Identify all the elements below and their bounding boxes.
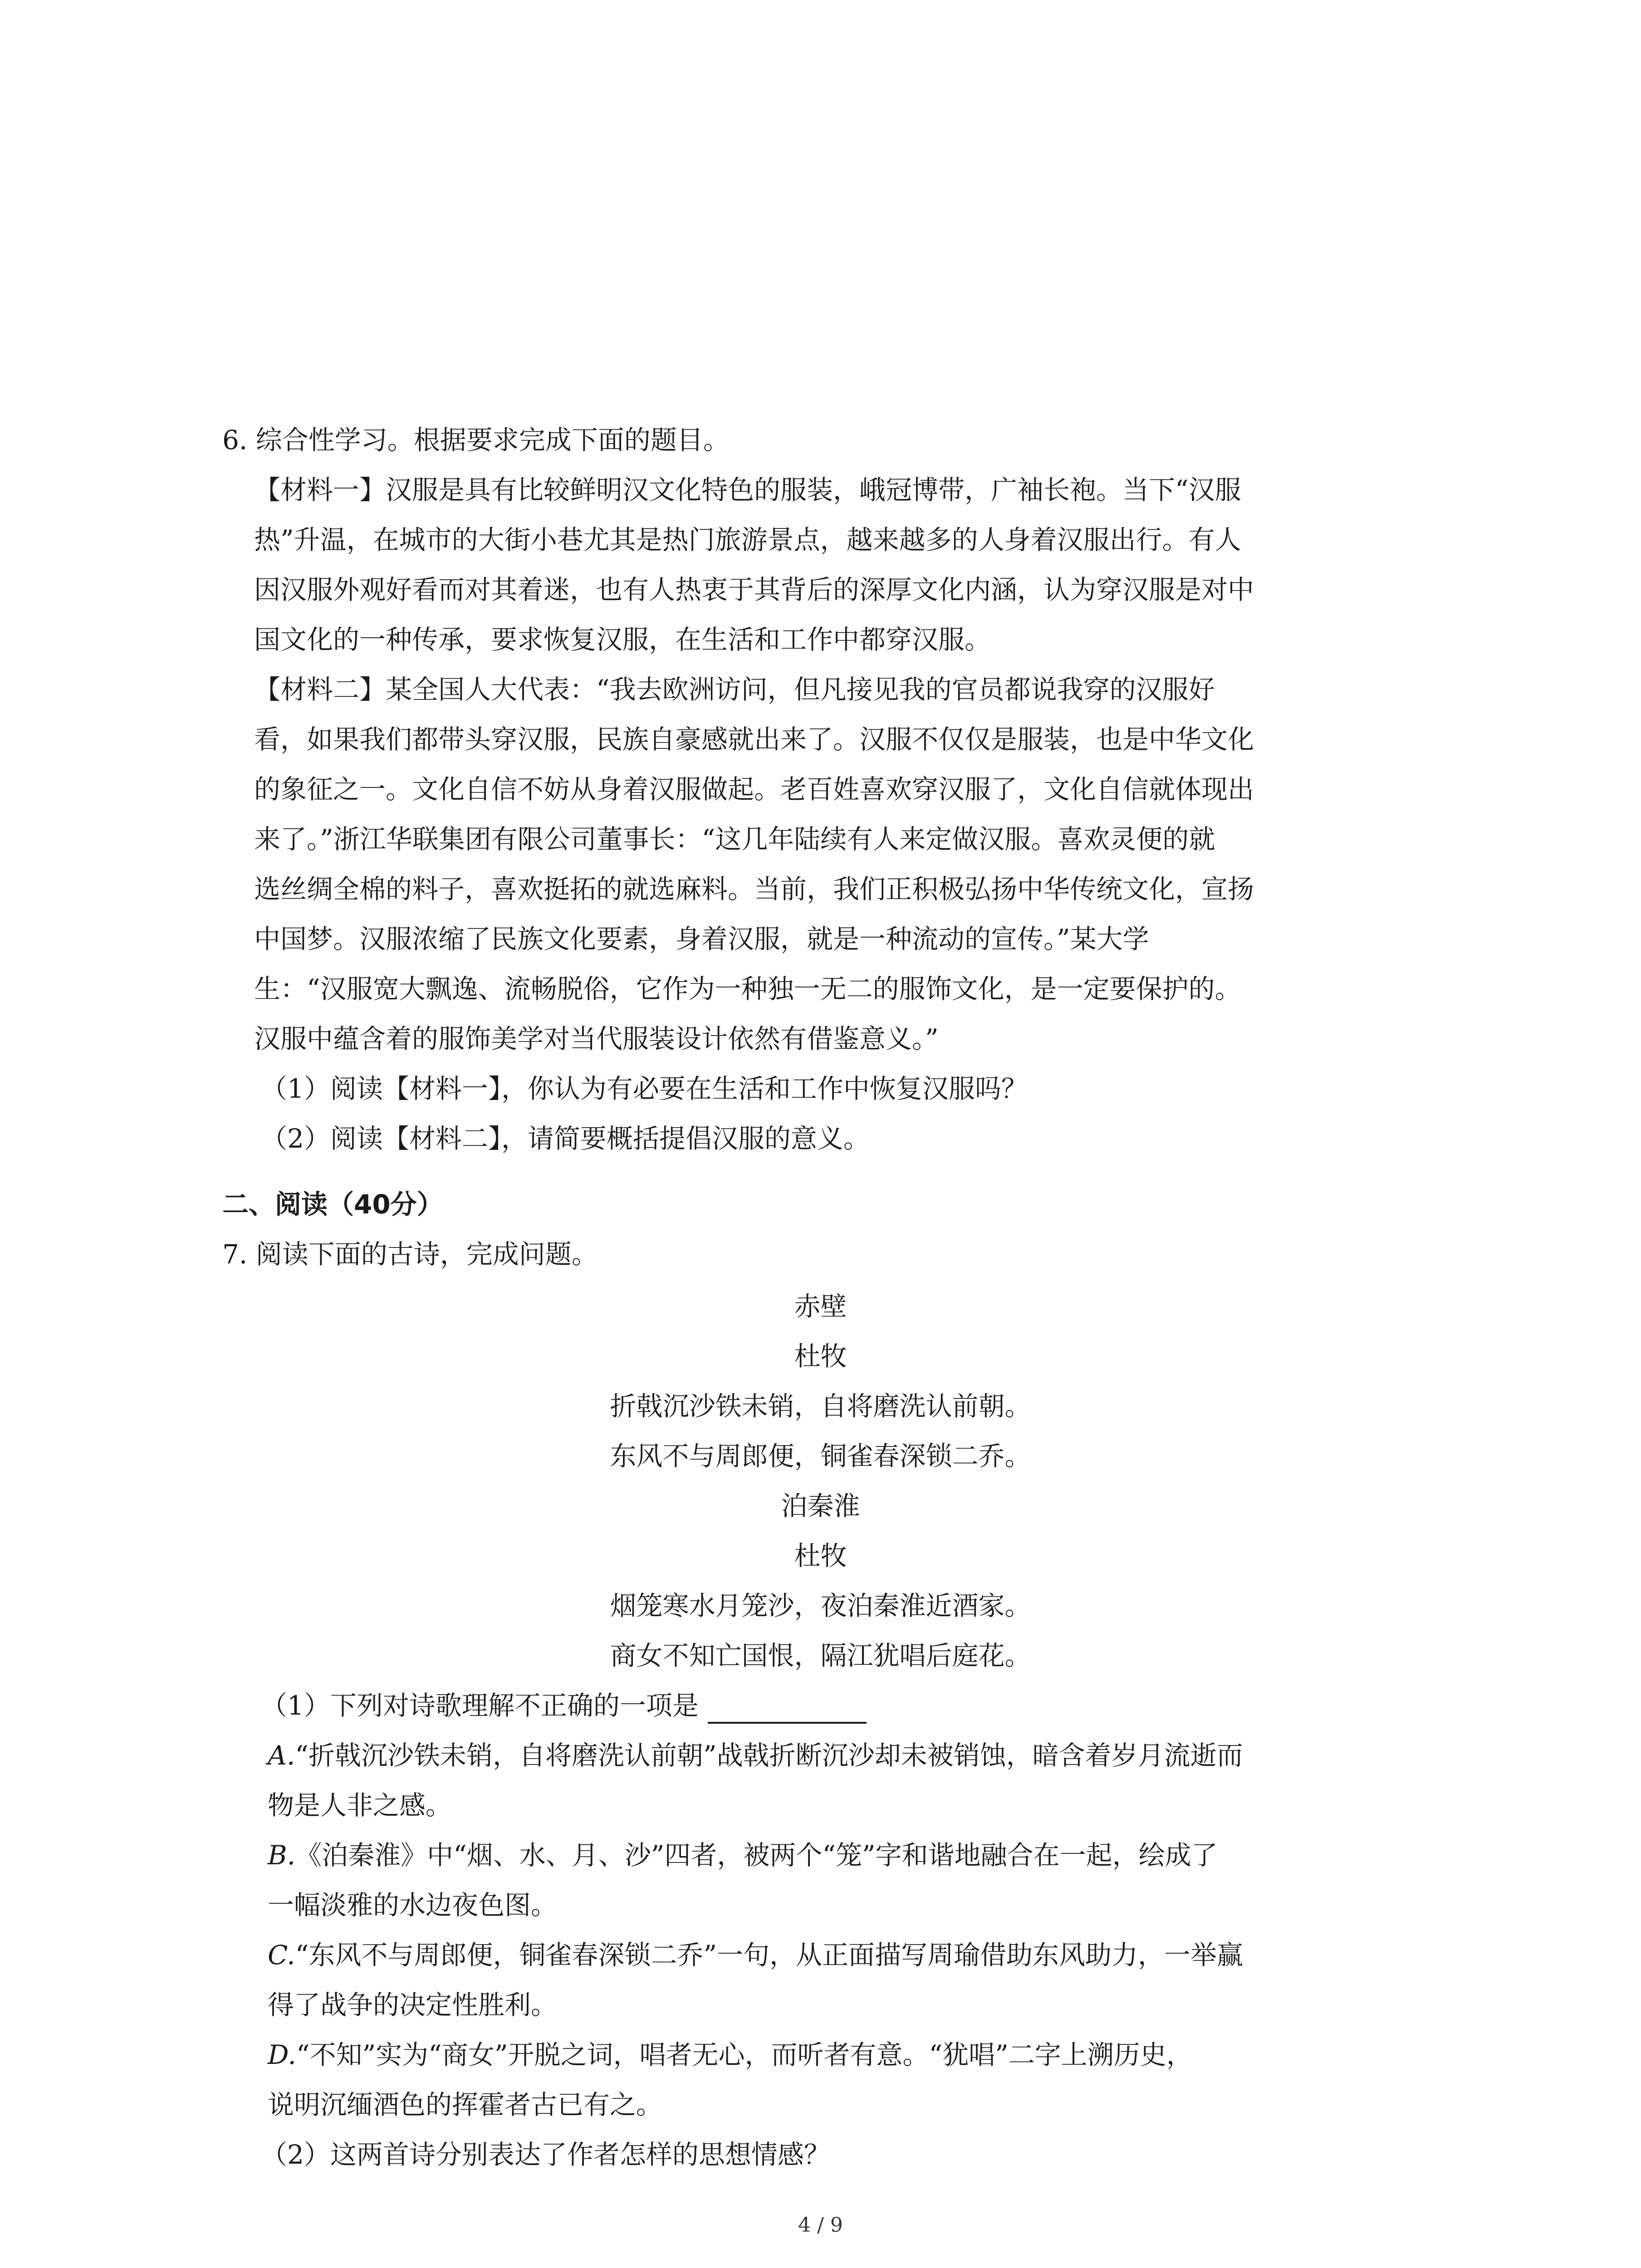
q7-subquestion-1	[261, 1687, 867, 1724]
option-letter: A.	[268, 1740, 295, 1771]
poem2-line: 商女不知亡国恨，隔江犹唱后庭花。	[610, 1640, 1031, 1671]
option-letter: B.	[268, 1840, 296, 1871]
q7-subquestion-1-text: （1）下列对诗歌理解不正确的一项是	[261, 1690, 699, 1721]
option-text: “折戟沉沙铁未销，自将磨洗认前朝”战戟折断沉沙却未被销蚀，暗含着岁月流逝而	[295, 1740, 1243, 1771]
option-a-cont: 物是人非之感。	[268, 1790, 452, 1821]
option-text: “不知”实为“商女”开脱之词，唱者无心，而听者有意。“犹唱”二字上溯历史，	[296, 2039, 1193, 2070]
q7-subquestion-2: （2）这两首诗分别表达了作者怎样的思想情感？	[261, 2139, 830, 2170]
q6-material2-line: 看，如果我们都带头穿汉服，民族自豪感就出来了。汉服不仅仅是服装，也是中华文化	[254, 724, 1254, 755]
answer-blank[interactable]	[708, 1696, 867, 1724]
option-text: “东风不与周郎便，铜雀春深锁二乔”一句，从正面描写周瑜借助东风助力，一举赢	[295, 1940, 1244, 1970]
option-c	[268, 1937, 1243, 1973]
option-b-cont: 一幅淡雅的水边夜色图。	[268, 1890, 558, 1921]
q6-material2-line: 【材料二】某全国人大代表：“我去欧洲访问，但凡接见我的官员都说我穿的汉服好	[254, 674, 1215, 705]
option-a	[268, 1737, 1243, 1774]
poem2-title: 泊秦淮	[781, 1491, 860, 1521]
q6-material2-line: 生：“汉服宽大飘逸、流畅脱俗，它作为一种独一无二的服饰文化，是一定要保护的。	[254, 973, 1241, 1004]
option-b	[268, 1837, 1218, 1873]
q6-material2-line: 来了。”浙江华联集团有限公司董事长：“这几年陆续有人来定做汉服。喜欢灵便的就	[254, 824, 1215, 855]
q6-material2-line: 中国梦。汉服浓缩了民族文化要素，身着汉服，就是一种流动的宣传。”某大学	[254, 924, 1149, 954]
q6-material2-line: 选丝绸全棉的料子，喜欢挺拓的就选麻料。当前，我们正积极弘扬中华传统文化，宣扬	[254, 874, 1254, 904]
option-letter: C.	[268, 1940, 295, 1970]
poem1-line: 折戟沉沙铁未销，自将磨洗认前朝。	[610, 1391, 1031, 1422]
q6-material1-line: 国文化的一种传承，要求恢复汉服，在生活和工作中都穿汉服。	[254, 624, 991, 655]
q7-title: 7. 阅读下面的古诗，完成问题。	[222, 1239, 598, 1270]
option-d-cont: 说明沉缅酒色的挥霍者古已有之。	[268, 2089, 663, 2120]
poem1-author: 杜牧	[794, 1341, 847, 1372]
option-text: 《泊秦淮》中“烟、水、月、沙”四者，被两个“笼”字和谐地融合在一起，绘成了	[295, 1840, 1218, 1871]
q6-subquestion-2: （2）阅读【材料二】，请简要概括提倡汉服的意义。	[261, 1123, 870, 1154]
q6-title: 6. 综合性学习。根据要求完成下面的题目。	[222, 425, 730, 455]
q6-material1-line: 【材料一】汉服是具有比较鲜明汉文化特色的服装，峨冠博带，广袖长袍。当下“汉服	[254, 474, 1241, 505]
q6-material2-line: 汉服中蕴含着的服饰美学对当代服装设计依然有借鉴意义。”	[254, 1023, 939, 1054]
q6-subquestion-1: （1）阅读【材料一】，你认为有必要在生活和工作中恢复汉服吗？	[261, 1073, 1028, 1104]
option-c-cont: 得了战争的决定性胜利。	[268, 1989, 558, 2020]
poem1-title: 赤壁	[794, 1291, 847, 1322]
q6-material2-line: 的象征之一。文化自信不妨从身着汉服做起。老百姓喜欢穿汉服了，文化自信就体现出	[254, 774, 1254, 805]
option-letter: D.	[268, 2039, 296, 2070]
poem1-line: 东风不与周郎便，铜雀春深锁二乔。	[610, 1441, 1031, 1471]
poem2-line: 烟笼寒水月笼沙，夜泊秦淮近酒家。	[610, 1590, 1031, 1621]
poem2-author: 杜牧	[794, 1540, 847, 1571]
section-heading: 二、阅读（40分）	[222, 1189, 443, 1220]
page-number: 4 / 9	[798, 2214, 843, 2237]
q6-material1-line: 因汉服外观好看而对其着迷，也有人热衷于其背后的深厚文化内涵，认为穿汉服是对中	[254, 574, 1254, 605]
option-d	[268, 2037, 1193, 2073]
q6-material1-line: 热”升温，在城市的大街小巷尤其是热门旅游景点，越来越多的人身着汉服出行。有人	[254, 524, 1241, 555]
